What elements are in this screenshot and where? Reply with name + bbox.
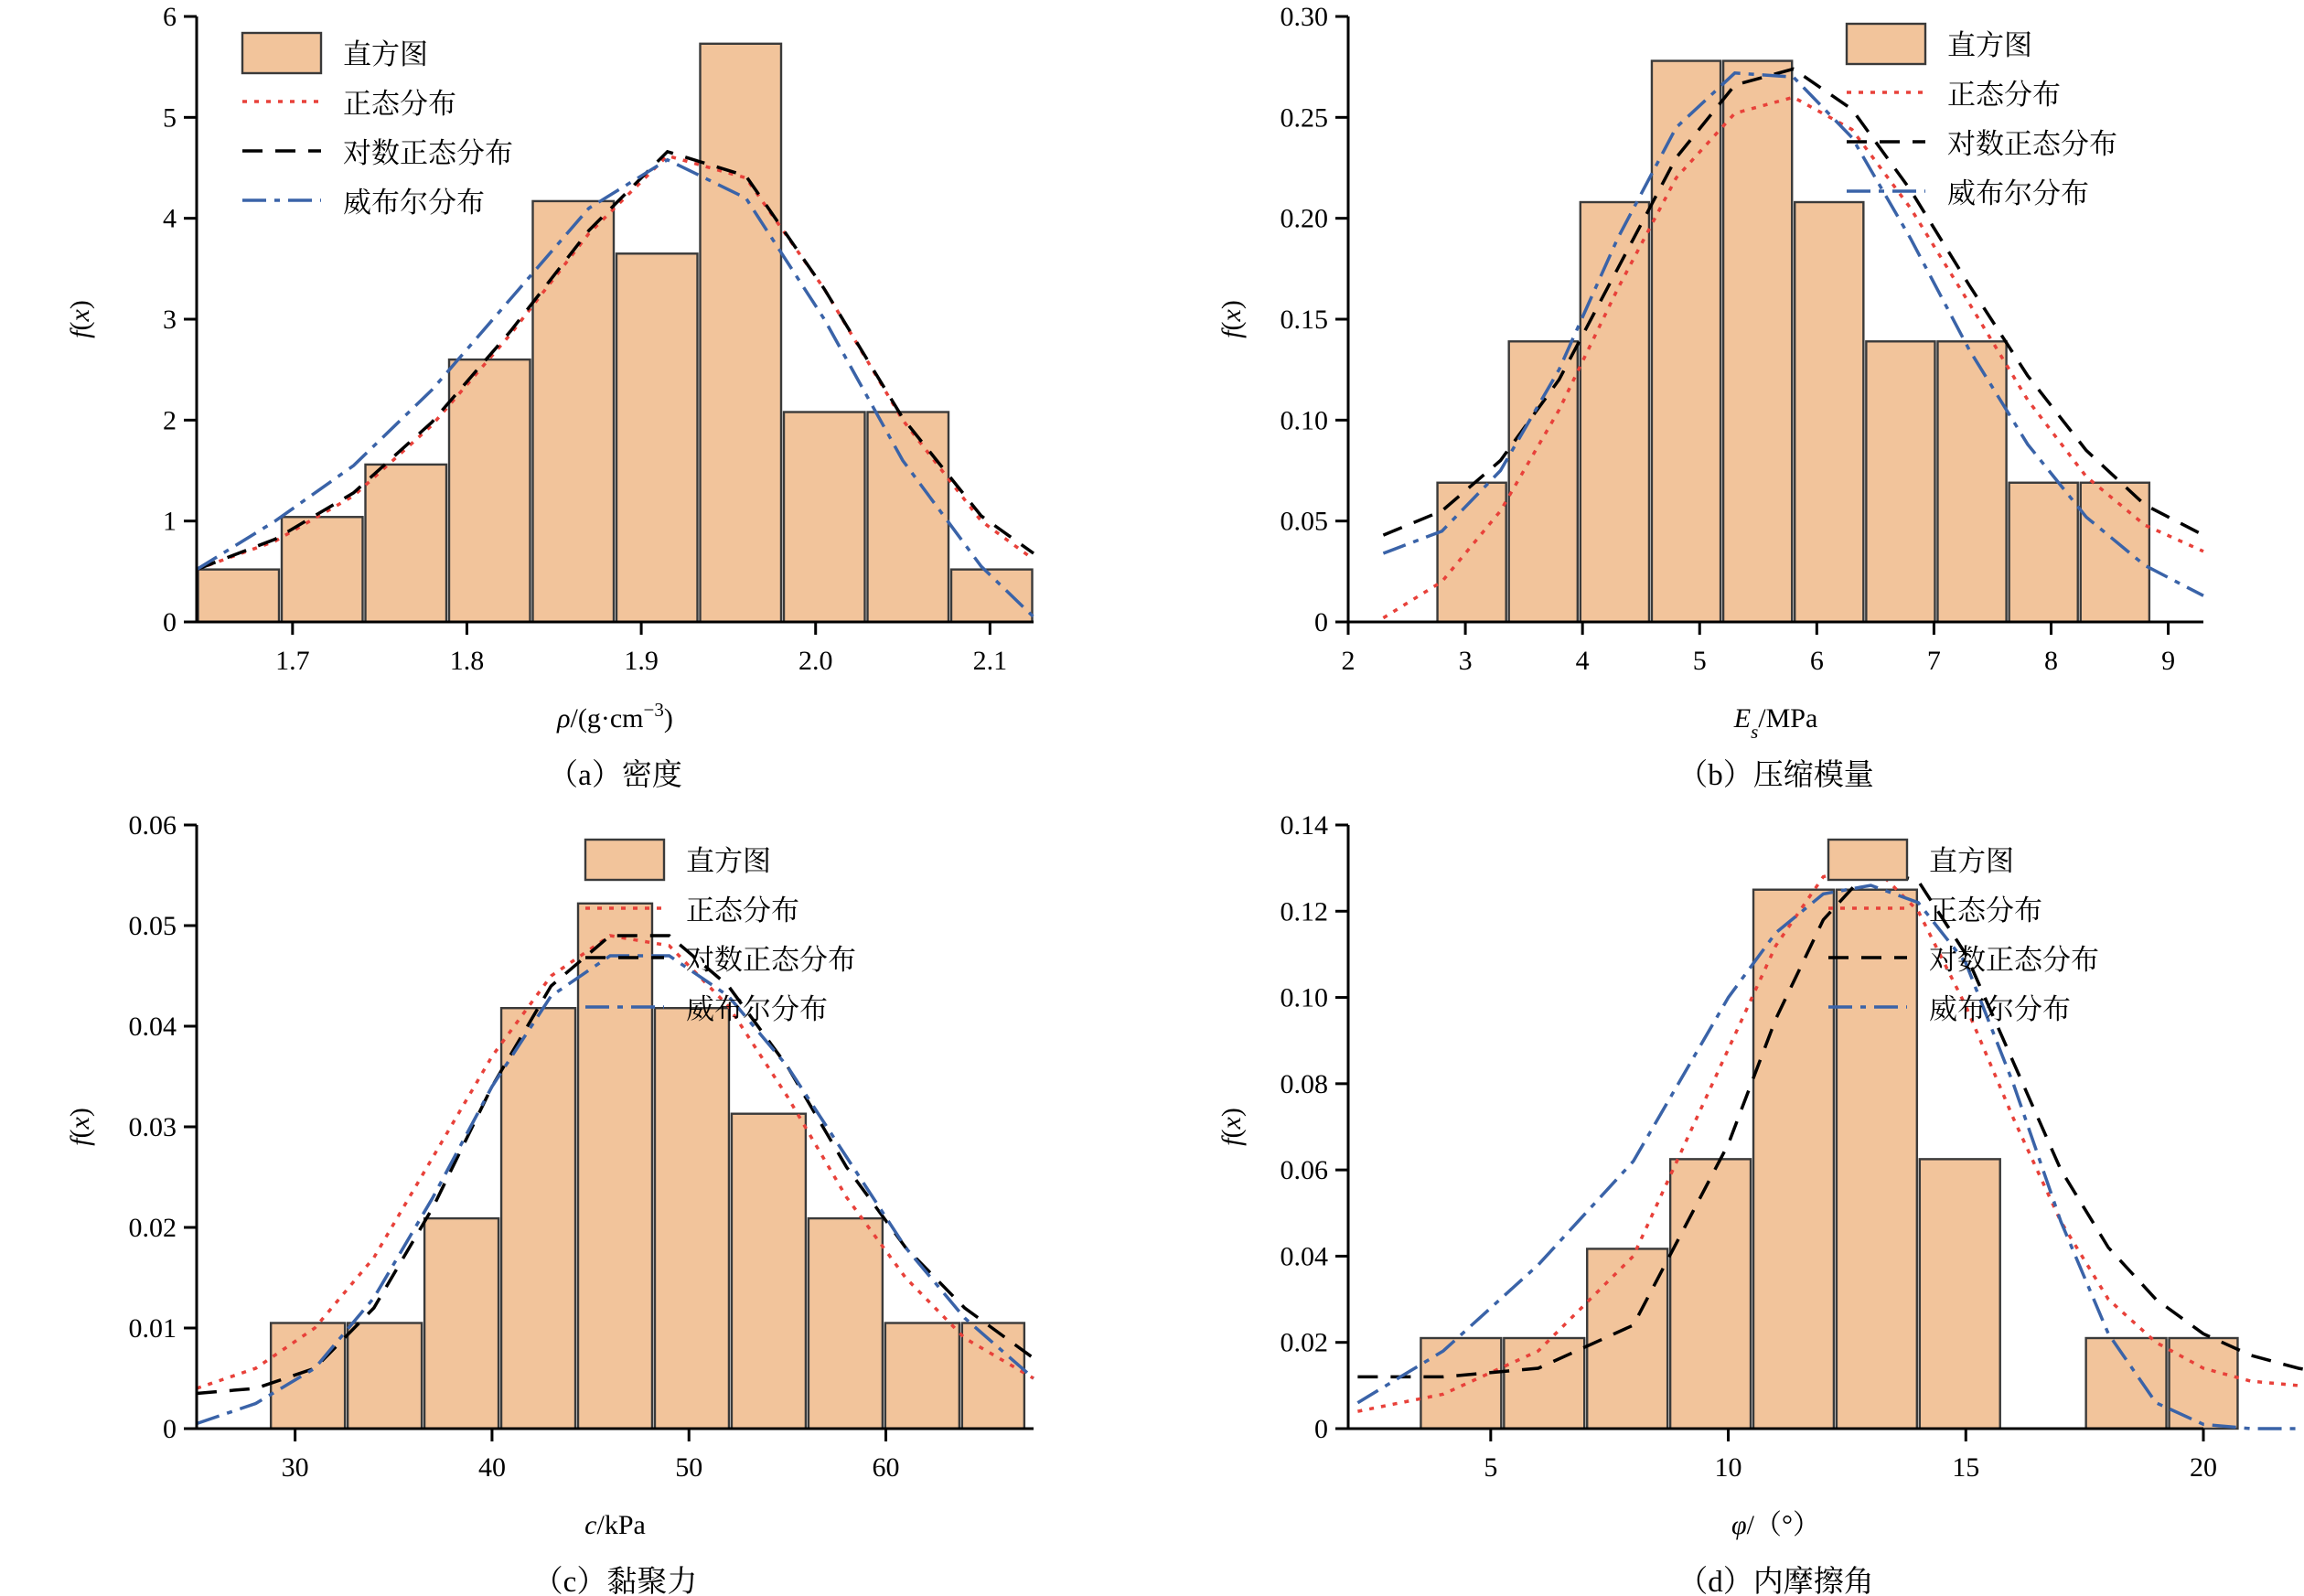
chart-a (0, 0, 1152, 798)
panel-a (0, 0, 1152, 798)
bar (1587, 1248, 1667, 1429)
x-tick-label: 30 (281, 1452, 309, 1483)
x-tick-label: 2 (1341, 646, 1356, 676)
panel-caption: （c）黏聚力 (532, 1566, 698, 1595)
bar (962, 1323, 1024, 1430)
bar (271, 1323, 345, 1430)
panel-c (0, 798, 1152, 1596)
bar (449, 359, 530, 622)
y-tick-label: 0.03 (128, 1112, 177, 1142)
bar (701, 44, 782, 622)
y-tick-label: 0.02 (128, 1213, 177, 1243)
x-axis-label: $E_s$/MPa (1733, 703, 1818, 743)
bars (271, 904, 1024, 1429)
bar (501, 1008, 575, 1429)
bar (1504, 1338, 1584, 1429)
chart-svg-a (0, 0, 1152, 798)
x-axis-label: c/kPa (584, 1510, 646, 1540)
x-tick-label: 1.9 (624, 646, 659, 676)
legend-label: 对数正态分布 (1947, 128, 2117, 160)
bar (655, 1008, 729, 1429)
legend-label: 对数正态分布 (343, 137, 513, 169)
y-tick-label: 0.06 (128, 810, 177, 841)
bar (868, 412, 949, 622)
x-tick-label: 4 (1575, 646, 1590, 676)
x-tick-label: 2.1 (972, 646, 1008, 676)
y-tick-label: 6 (163, 2, 177, 32)
bar (1723, 61, 1792, 622)
bar (533, 201, 615, 622)
chart-svg-c (0, 798, 1152, 1595)
x-tick-label: 50 (675, 1452, 703, 1483)
panel-b (1152, 0, 2304, 798)
legend-label: 直方图 (686, 845, 771, 877)
y-tick-label: 0.25 (1280, 102, 1328, 134)
bar (1509, 341, 1578, 622)
y-tick-label: 0.01 (128, 1313, 177, 1344)
chart-svg-b (1152, 0, 2303, 798)
y-axis-label: f(x) (1216, 300, 1247, 338)
bar (578, 904, 652, 1429)
y-tick-label: 0.08 (1280, 1068, 1328, 1099)
x-tick-label: 10 (1714, 1452, 1742, 1483)
legend (242, 33, 513, 219)
legend-label: 直方图 (1929, 845, 2014, 877)
x-tick-label: 8 (2043, 646, 2058, 676)
chart-b (1152, 0, 2304, 798)
bar (2081, 483, 2149, 622)
x-tick-label: 2.0 (798, 646, 833, 676)
bar (885, 1323, 959, 1430)
x-tick-label: 15 (1952, 1452, 1980, 1483)
y-tick-label: 0 (1314, 1414, 1328, 1444)
bar (2086, 1338, 2167, 1429)
legend-label: 正态分布 (1947, 79, 2061, 111)
bar (366, 465, 447, 622)
y-tick-label: 3 (163, 305, 177, 335)
y-axis-label: f(x) (65, 1108, 95, 1146)
legend-label: 威布尔分布 (1929, 993, 2071, 1025)
y-axis-label: f(x) (65, 300, 95, 338)
legend-swatch-histogram (242, 33, 321, 73)
y-tick-label: 0 (1314, 607, 1328, 637)
legend-label: 威布尔分布 (1947, 177, 2089, 209)
x-tick-label: 6 (1809, 646, 1824, 676)
bar (616, 253, 698, 622)
bar (1438, 483, 1506, 622)
bar (282, 517, 363, 622)
panel-caption: （a）密度 (548, 759, 682, 792)
bar (1920, 1159, 2000, 1429)
bar (1937, 341, 2006, 622)
bars (198, 44, 1033, 622)
x-axis-label: φ/（°） (1731, 1510, 1820, 1540)
legend-label: 威布尔分布 (343, 187, 485, 219)
y-tick-label: 0.30 (1280, 2, 1328, 32)
legend-label: 直方图 (343, 38, 428, 70)
bar (1670, 1159, 1751, 1429)
y-axis-label: f(x) (1216, 1108, 1247, 1146)
x-tick-label: 1.7 (275, 646, 310, 676)
y-tick-label: 0 (163, 1414, 177, 1444)
legend (1847, 24, 2117, 209)
x-tick-label: 3 (1458, 646, 1473, 676)
x-axis-label: $\rho/(g\cdot cm^{-3})$ (557, 699, 673, 734)
chart-svg-d (1152, 798, 2303, 1595)
y-tick-label: 0.04 (128, 1012, 177, 1042)
y-tick-label: 0.14 (1280, 810, 1328, 841)
x-tick-label: 7 (1926, 646, 1941, 676)
legend-label: 正态分布 (1929, 894, 2042, 927)
x-tick-label: 9 (2161, 646, 2176, 676)
legend-label: 正态分布 (686, 894, 799, 927)
x-tick-label: 1.8 (449, 646, 485, 676)
x-tick-label: 5 (1484, 1452, 1498, 1483)
legend-swatch-histogram (1828, 840, 1907, 880)
x-tick-label: 60 (872, 1452, 900, 1483)
y-tick-label: 0.06 (1280, 1155, 1328, 1186)
y-tick-label: 0 (163, 607, 177, 637)
y-tick-label: 0.05 (128, 911, 177, 941)
y-tick-label: 0.20 (1280, 203, 1328, 234)
bar (809, 1218, 883, 1429)
legend-label: 威布尔分布 (686, 993, 828, 1025)
legend-label: 直方图 (1947, 29, 2032, 61)
chart-d (1152, 798, 2304, 1596)
bar (732, 1114, 806, 1429)
legend-label: 正态分布 (343, 88, 456, 120)
bar (424, 1218, 498, 1429)
bar (1581, 202, 1649, 622)
y-tick-label: 4 (163, 203, 177, 234)
y-tick-label: 0.15 (1280, 305, 1328, 335)
y-tick-label: 0.10 (1280, 982, 1328, 1013)
y-tick-label: 0.12 (1280, 896, 1328, 927)
y-tick-label: 0.10 (1280, 405, 1328, 436)
bar (2009, 483, 2078, 622)
legend-label: 对数正态分布 (1929, 944, 2099, 976)
y-tick-label: 1 (163, 506, 177, 537)
bar (1753, 890, 1834, 1429)
x-tick-label: 5 (1692, 646, 1707, 676)
panel-caption: （b）压缩模量 (1677, 759, 1874, 792)
x-tick-label: 20 (2190, 1452, 2217, 1483)
bar (784, 412, 865, 622)
bar (198, 570, 280, 622)
legend-swatch-histogram (585, 840, 664, 880)
legend-label: 对数正态分布 (686, 944, 856, 976)
y-tick-label: 2 (163, 405, 177, 436)
y-tick-label: 5 (163, 102, 177, 134)
bar (951, 570, 1033, 622)
panel-d (1152, 798, 2304, 1596)
bars (1420, 890, 2237, 1429)
panel-caption: （d）内摩擦角 (1677, 1566, 1874, 1595)
chart-c (0, 798, 1152, 1596)
y-tick-label: 0.02 (1280, 1327, 1328, 1358)
y-tick-label: 0.05 (1280, 506, 1328, 537)
bar (348, 1323, 422, 1430)
bar (1866, 341, 1934, 622)
y-tick-label: 0.04 (1280, 1241, 1328, 1272)
legend-swatch-histogram (1847, 24, 1925, 64)
x-tick-label: 40 (477, 1452, 506, 1483)
bar (1420, 1338, 1501, 1429)
bar (1837, 890, 1917, 1429)
bar (1795, 202, 1863, 622)
